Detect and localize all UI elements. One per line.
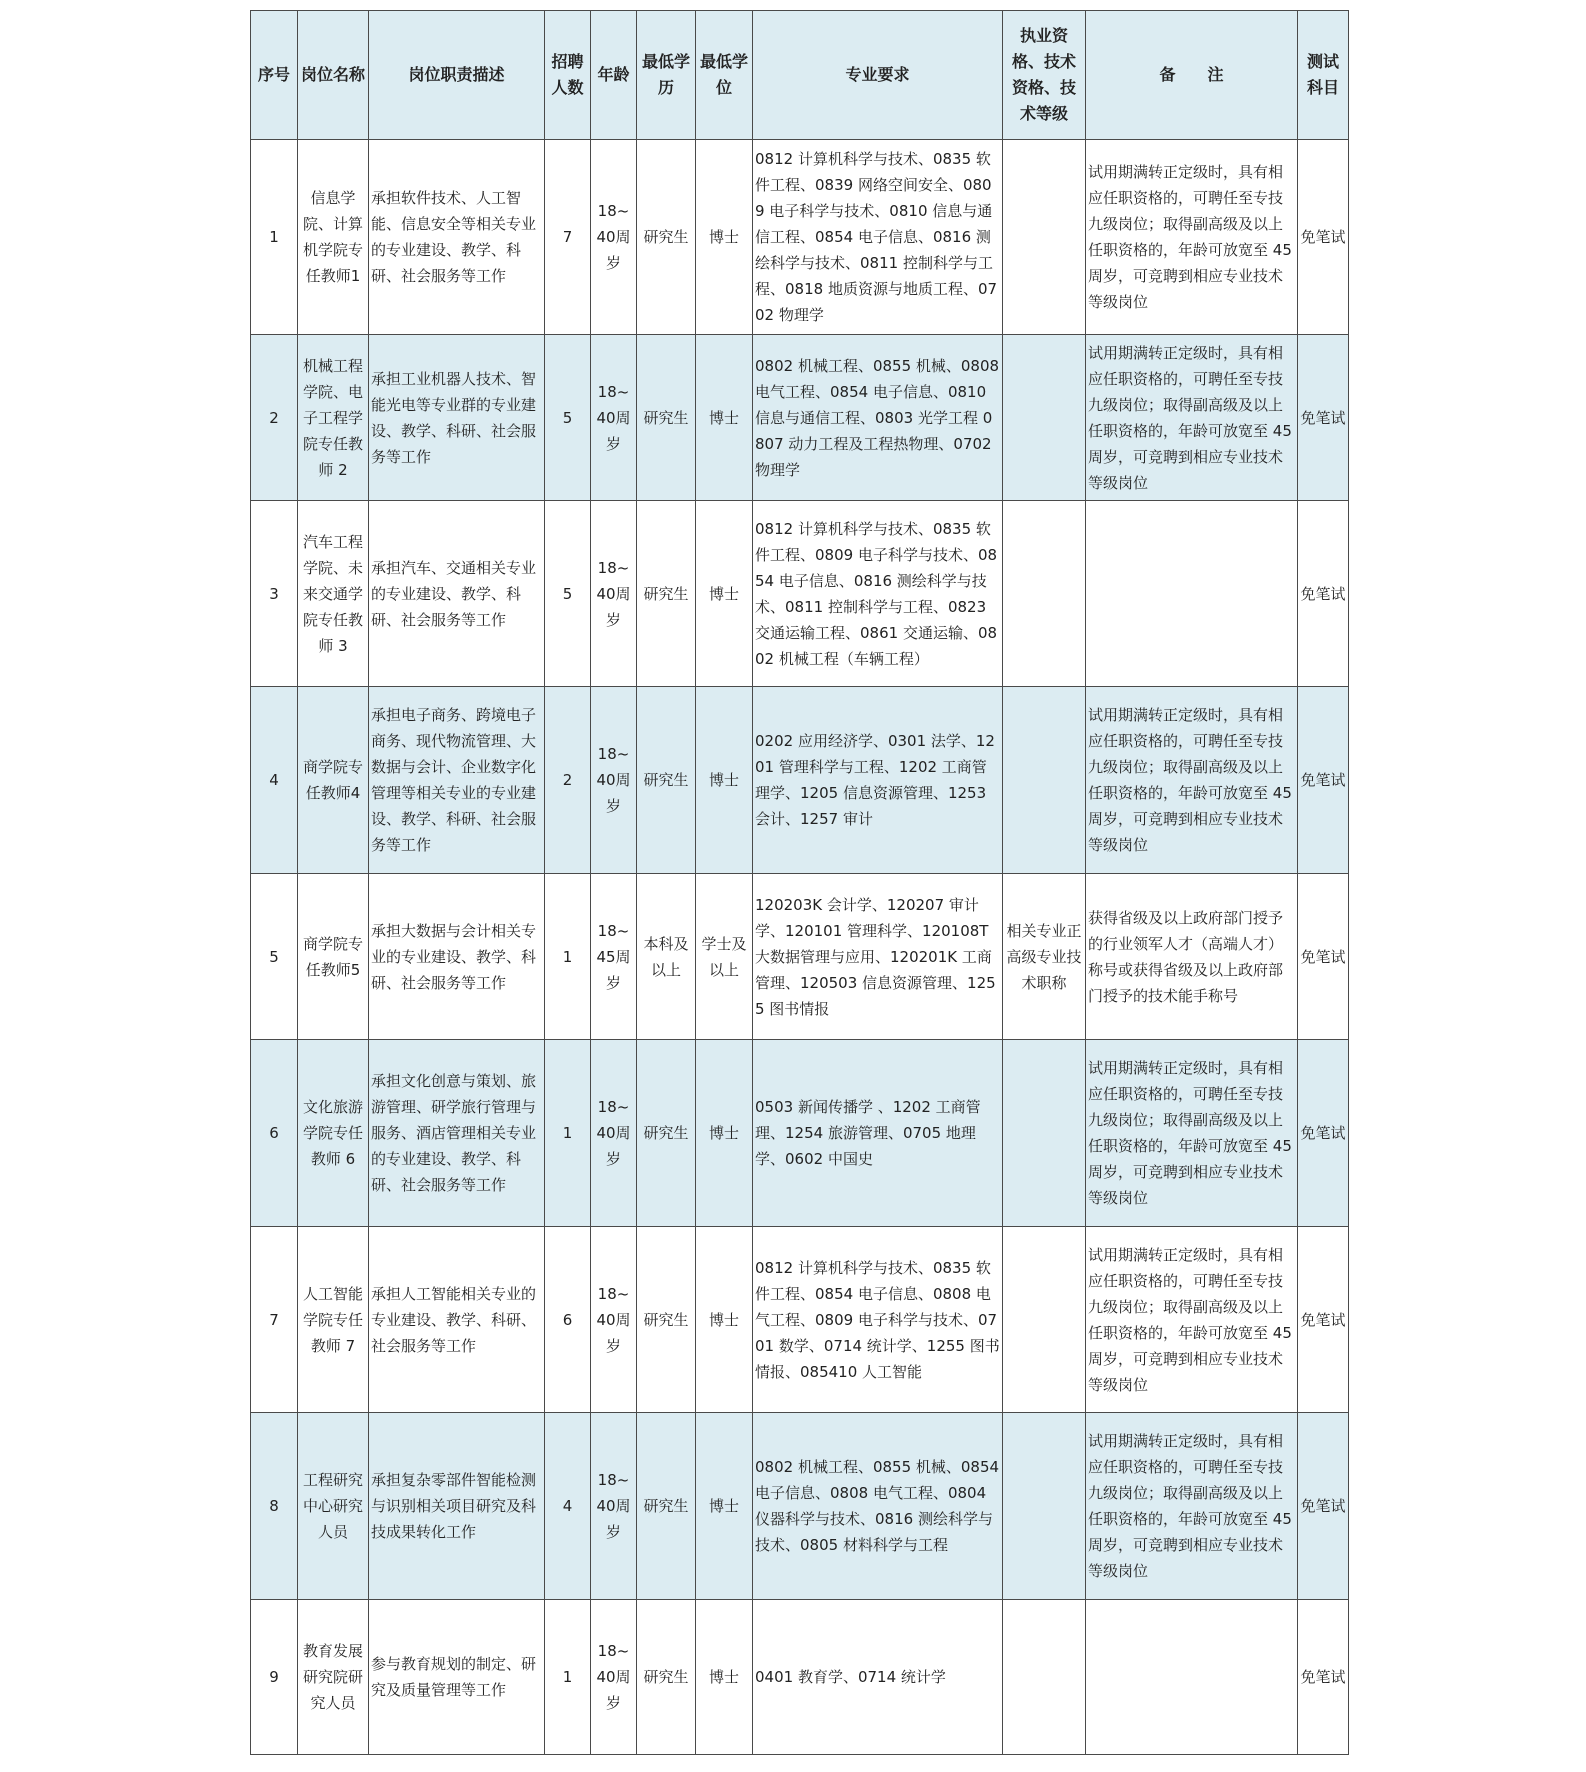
cell-degree: 博士: [696, 687, 753, 874]
cell-age: 18~40周岁: [591, 335, 637, 501]
header-duty: 岗位职责描述: [369, 11, 545, 140]
cell-remark: 获得省级及以上政府部门授予的行业领军人才（高端人才）称号或获得省级及以上政府部门授予的技术能手称号: [1086, 874, 1298, 1040]
cell-edu: 研究生: [637, 140, 696, 335]
cell-test: 免笔试: [1298, 1040, 1349, 1227]
cell-remark: 试用期满转正定级时，具有相应任职资格的，可聘任至专技九级岗位；取得副高级及以上任职资格的，年龄可放宽至 45 周岁，可竞聘到相应专业技术等级岗位: [1086, 335, 1298, 501]
cell-no: 7: [251, 1227, 298, 1413]
table-body: [251, 140, 1349, 1755]
cell-test: 免笔试: [1298, 335, 1349, 501]
cell-name: 商学院专任教师5: [298, 874, 369, 1040]
cell-duty: 承担大数据与会计相关专业的专业建设、教学、科研、社会服务等工作: [369, 874, 545, 1040]
cell-age: 18~40周岁: [591, 1413, 637, 1600]
table-row: [251, 1600, 1349, 1755]
cell-duty: 承担文化创意与策划、旅游管理、研学旅行管理与服务、酒店管理相关专业的专业建设、教学、科研、社会服务等工作: [369, 1040, 545, 1227]
cell-name: 商学院专任教师4: [298, 687, 369, 874]
cell-duty: 参与教育规划的制定、研究及质量管理等工作: [369, 1600, 545, 1755]
cell-remark: 试用期满转正定级时，具有相应任职资格的，可聘任至专技九级岗位；取得副高级及以上任职资格的，年龄可放宽至 45 周岁，可竞聘到相应专业技术等级岗位: [1086, 1227, 1298, 1413]
cell-no: 4: [251, 687, 298, 874]
cell-no: 5: [251, 874, 298, 1040]
cell-count: 1: [545, 1040, 591, 1227]
cell-duty: 承担电子商务、跨境电子商务、现代物流管理、大数据与会计、企业数字化管理等相关专业的专业建设、教学、科研、社会服务等工作: [369, 687, 545, 874]
cell-no: 9: [251, 1600, 298, 1755]
cell-degree: 博士: [696, 1227, 753, 1413]
header-test: 测试科目: [1298, 11, 1349, 140]
table-row: [251, 140, 1349, 335]
header-count: 招聘人数: [545, 11, 591, 140]
cell-duty: 承担复杂零部件智能检测与识别相关项目研究及科技成果转化工作: [369, 1413, 545, 1600]
cell-edu: 研究生: [637, 335, 696, 501]
cell-qual: [1003, 1413, 1086, 1600]
cell-remark: 试用期满转正定级时，具有相应任职资格的，可聘任至专技九级岗位；取得副高级及以上任职资格的，年龄可放宽至 45 周岁，可竞聘到相应专业技术等级岗位: [1086, 140, 1298, 335]
table-row: [251, 335, 1349, 501]
table-row: [251, 1040, 1349, 1227]
cell-duty: 承担人工智能相关专业的专业建设、教学、科研、社会服务等工作: [369, 1227, 545, 1413]
table-row: [251, 874, 1349, 1040]
header-no: 序号: [251, 11, 298, 140]
cell-remark: 试用期满转正定级时，具有相应任职资格的，可聘任至专技九级岗位；取得副高级及以上任职资格的，年龄可放宽至 45 周岁，可竞聘到相应专业技术等级岗位: [1086, 687, 1298, 874]
cell-count: 7: [545, 140, 591, 335]
cell-age: 18~40周岁: [591, 687, 637, 874]
header-degree: 最低学位: [696, 11, 753, 140]
cell-name: 文化旅游学院专任教师 6: [298, 1040, 369, 1227]
cell-edu: 研究生: [637, 1227, 696, 1413]
cell-qual: [1003, 1600, 1086, 1755]
cell-count: 5: [545, 335, 591, 501]
cell-degree: 博士: [696, 1600, 753, 1755]
cell-count: 5: [545, 501, 591, 687]
table-row: [251, 1413, 1349, 1600]
cell-test: 免笔试: [1298, 687, 1349, 874]
header-age: 年龄: [591, 11, 637, 140]
cell-count: 2: [545, 687, 591, 874]
table-row: [251, 687, 1349, 874]
cell-qual: [1003, 335, 1086, 501]
cell-age: 18~40周岁: [591, 1600, 637, 1755]
cell-remark: 试用期满转正定级时，具有相应任职资格的，可聘任至专技九级岗位；取得副高级及以上任职资格的，年龄可放宽至 45 周岁，可竞聘到相应专业技术等级岗位: [1086, 1413, 1298, 1600]
cell-no: 6: [251, 1040, 298, 1227]
header-edu: 最低学历: [637, 11, 696, 140]
cell-major: 0401 教育学、0714 统计学: [753, 1600, 1003, 1755]
cell-degree: 学士及以上: [696, 874, 753, 1040]
cell-test: 免笔试: [1298, 1413, 1349, 1600]
cell-edu: 研究生: [637, 1413, 696, 1600]
header-qual: 执业资格、技术资格、技术等级: [1003, 11, 1086, 140]
cell-age: 18~40周岁: [591, 501, 637, 687]
cell-age: 18~40周岁: [591, 1227, 637, 1413]
cell-major: 0812 计算机科学与技术、0835 软件工程、0854 电子信息、0808 电气工程、0809 电子科学与技术、0701 数学、0714 统计学、1255 图书情报、085410 人工智能: [753, 1227, 1003, 1413]
cell-major: 0503 新闻传播学 、1202 工商管理、1254 旅游管理、0705 地理学、0602 中国史: [753, 1040, 1003, 1227]
header-name: 岗位名称: [298, 11, 369, 140]
cell-no: 3: [251, 501, 298, 687]
cell-edu: 研究生: [637, 1600, 696, 1755]
cell-test: 免笔试: [1298, 874, 1349, 1040]
cell-test: 免笔试: [1298, 1600, 1349, 1755]
cell-count: 1: [545, 1600, 591, 1755]
cell-edu: 研究生: [637, 687, 696, 874]
cell-edu: 研究生: [637, 1040, 696, 1227]
cell-count: 6: [545, 1227, 591, 1413]
cell-major: 0802 机械工程、0855 机械、0808 电气工程、0854 电子信息、0810 信息与通信工程、0803 光学工程 0807 动力工程及工程热物理、0702 物理学: [753, 335, 1003, 501]
cell-major: 0802 机械工程、0855 机械、0854 电子信息、0808 电气工程、0804 仪器科学与技术、0816 测绘科学与技术、0805 材料科学与工程: [753, 1413, 1003, 1600]
cell-remark: 试用期满转正定级时，具有相应任职资格的，可聘任至专技九级岗位；取得副高级及以上任职资格的，年龄可放宽至 45 周岁，可竞聘到相应专业技术等级岗位: [1086, 1040, 1298, 1227]
table-row: [251, 1227, 1349, 1413]
cell-name: 工程研究中心研究人员: [298, 1413, 369, 1600]
cell-test: 免笔试: [1298, 1227, 1349, 1413]
cell-degree: 博士: [696, 335, 753, 501]
cell-qual: [1003, 140, 1086, 335]
cell-age: 18~45周岁: [591, 874, 637, 1040]
cell-no: 8: [251, 1413, 298, 1600]
cell-age: 18~40周岁: [591, 140, 637, 335]
header-major: 专业要求: [753, 11, 1003, 140]
cell-degree: 博士: [696, 501, 753, 687]
cell-no: 1: [251, 140, 298, 335]
cell-degree: 博士: [696, 140, 753, 335]
cell-qual: [1003, 687, 1086, 874]
header-remark: 备 注: [1086, 11, 1298, 140]
cell-duty: 承担汽车、交通相关专业的专业建设、教学、科研、社会服务等工作: [369, 501, 545, 687]
cell-duty: 承担软件技术、人工智能、信息安全等相关专业的专业建设、教学、科研、社会服务等工作: [369, 140, 545, 335]
cell-qual: [1003, 1040, 1086, 1227]
cell-test: 免笔试: [1298, 140, 1349, 335]
cell-test: 免笔试: [1298, 501, 1349, 687]
cell-name: 汽车工程学院、未来交通学院专任教师 3: [298, 501, 369, 687]
cell-edu: 研究生: [637, 501, 696, 687]
cell-qual: [1003, 1227, 1086, 1413]
recruitment-table: [250, 10, 1349, 1755]
cell-qual: 相关专业正高级专业技术职称: [1003, 874, 1086, 1040]
cell-duty: 承担工业机器人技术、智能光电等专业群的专业建设、教学、科研、社会服务等工作: [369, 335, 545, 501]
table-row: [251, 501, 1349, 687]
cell-major: 0812 计算机科学与技术、0835 软件工程、0839 网络空间安全、0809 电子科学与技术、0810 信息与通信工程、0854 电子信息、0816 测绘科学与技术、0811 控制科学与工程、0818 地质资源与地质工程、0702 物理学: [753, 140, 1003, 335]
cell-no: 2: [251, 335, 298, 501]
cell-remark: [1086, 501, 1298, 687]
cell-major: 0812 计算机科学与技术、0835 软件工程、0809 电子科学与技术、0854 电子信息、0816 测绘科学与技术、0811 控制科学与工程、0823 交通运输工程、0861 交通运输、0802 机械工程（车辆工程）: [753, 501, 1003, 687]
cell-edu: 本科及以上: [637, 874, 696, 1040]
cell-name: 信息学院、计算机学院专任教师1: [298, 140, 369, 335]
cell-count: 4: [545, 1413, 591, 1600]
cell-degree: 博士: [696, 1040, 753, 1227]
cell-qual: [1003, 501, 1086, 687]
cell-major: 0202 应用经济学、0301 法学、1201 管理科学与工程、1202 工商管理学、1205 信息资源管理、1253 会计、1257 审计: [753, 687, 1003, 874]
cell-count: 1: [545, 874, 591, 1040]
cell-remark: [1086, 1600, 1298, 1755]
cell-name: 机械工程学院、电子工程学院专任教师 2: [298, 335, 369, 501]
cell-major: 120203K 会计学、120207 审计学、120101 管理科学、120108T 大数据管理与应用、120201K 工商管理、120503 信息资源管理、1255 图书情报: [753, 874, 1003, 1040]
cell-degree: 博士: [696, 1413, 753, 1600]
cell-age: 18~40周岁: [591, 1040, 637, 1227]
header-row: [251, 11, 1349, 140]
cell-name: 教育发展研究院研究人员: [298, 1600, 369, 1755]
cell-name: 人工智能学院专任教师 7: [298, 1227, 369, 1413]
